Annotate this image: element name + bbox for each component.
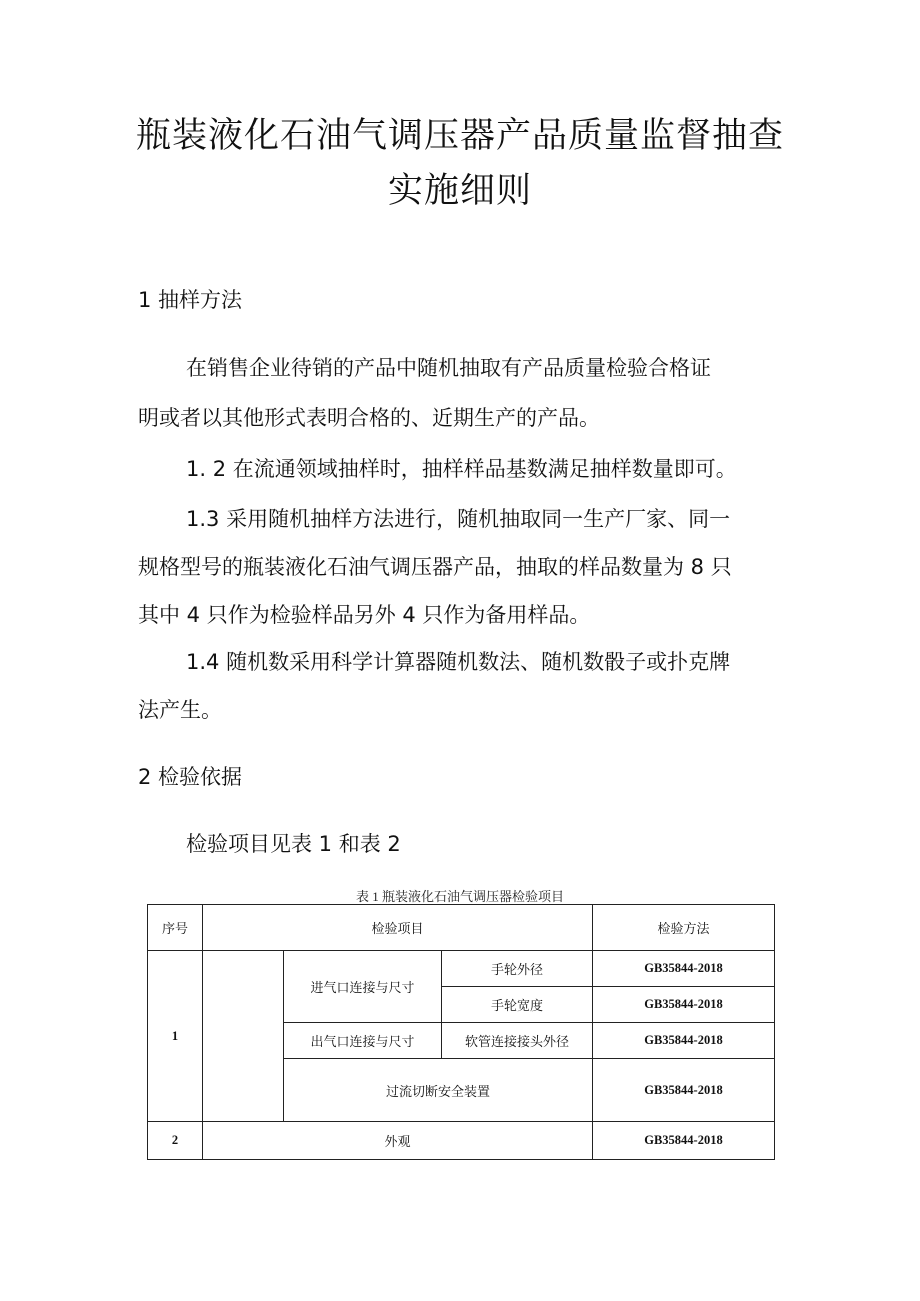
handwheel-diameter: 手轮外径 xyxy=(442,951,593,987)
table1-caption: 表 1 瓶装液化石油气调压器检验项目 xyxy=(355,889,564,904)
document-title-line2: 实施细则 xyxy=(387,171,532,211)
header-item: 检验项目 xyxy=(203,905,593,951)
row1-seq: 1 xyxy=(148,951,203,1122)
method-handwheel-width: GB35844-2018 xyxy=(593,987,775,1023)
row1-empty-cell xyxy=(203,951,284,1122)
method-appearance: GB35844-2018 xyxy=(593,1122,775,1160)
appearance: 外观 xyxy=(203,1122,593,1160)
section1-para1-line1: 在销售企业待销的产品中随机抽取有产品质量检验合格证 xyxy=(186,356,711,380)
table-row xyxy=(148,951,775,987)
section2-para1: 检验项目见表 1 和表 2 xyxy=(186,832,401,856)
section1-heading: 1 抽样方法 xyxy=(138,288,243,312)
section1-para3-line3: 其中 4 只作为检验样品另外 4 只作为备用样品。 xyxy=(138,603,591,627)
header-method: 检验方法 xyxy=(593,905,775,951)
inspection-items-table xyxy=(147,904,775,1160)
table-header-row xyxy=(148,905,775,951)
section2-heading: 2 检验依据 xyxy=(138,765,243,789)
hose-connector: 软管连接接头外径 xyxy=(442,1023,593,1059)
inlet-group: 进气口连接与尺寸 xyxy=(284,951,442,1023)
section1-para1-line2: 明或者以其他形式表明合格的、近期生产的产品。 xyxy=(138,406,600,430)
section1-para4-line2: 法产生。 xyxy=(138,698,222,722)
row2-seq: 2 xyxy=(148,1122,203,1160)
outlet-group: 出气口连接与尺寸 xyxy=(284,1023,442,1059)
section1-para4-line1: 1.4 随机数采用科学计算器随机数法、随机数骰子或扑克牌 xyxy=(186,650,731,674)
section1-para2: 1. 2 在流通领域抽样时，抽样样品基数满足抽样数量即可。 xyxy=(186,457,737,481)
section1-para3-line1: 1.3 采用随机抽样方法进行，随机抽取同一生产厂家、同一 xyxy=(186,507,731,531)
overflow-shutoff: 过流切断安全装置 xyxy=(284,1059,593,1122)
handwheel-width: 手轮宽度 xyxy=(442,987,593,1023)
method-handwheel-diameter: GB35844-2018 xyxy=(593,951,775,987)
table-row xyxy=(148,1122,775,1160)
header-seq: 序号 xyxy=(148,905,203,951)
section1-para3-line2: 规格型号的瓶装液化石油气调压器产品，抽取的样品数量为 8 只 xyxy=(138,555,732,579)
method-overflow-shutoff: GB35844-2018 xyxy=(593,1059,775,1122)
method-hose-connector: GB35844-2018 xyxy=(593,1023,775,1059)
document-title-line1: 瓶装液化石油气调压器产品质量监督抽查 xyxy=(135,116,784,156)
